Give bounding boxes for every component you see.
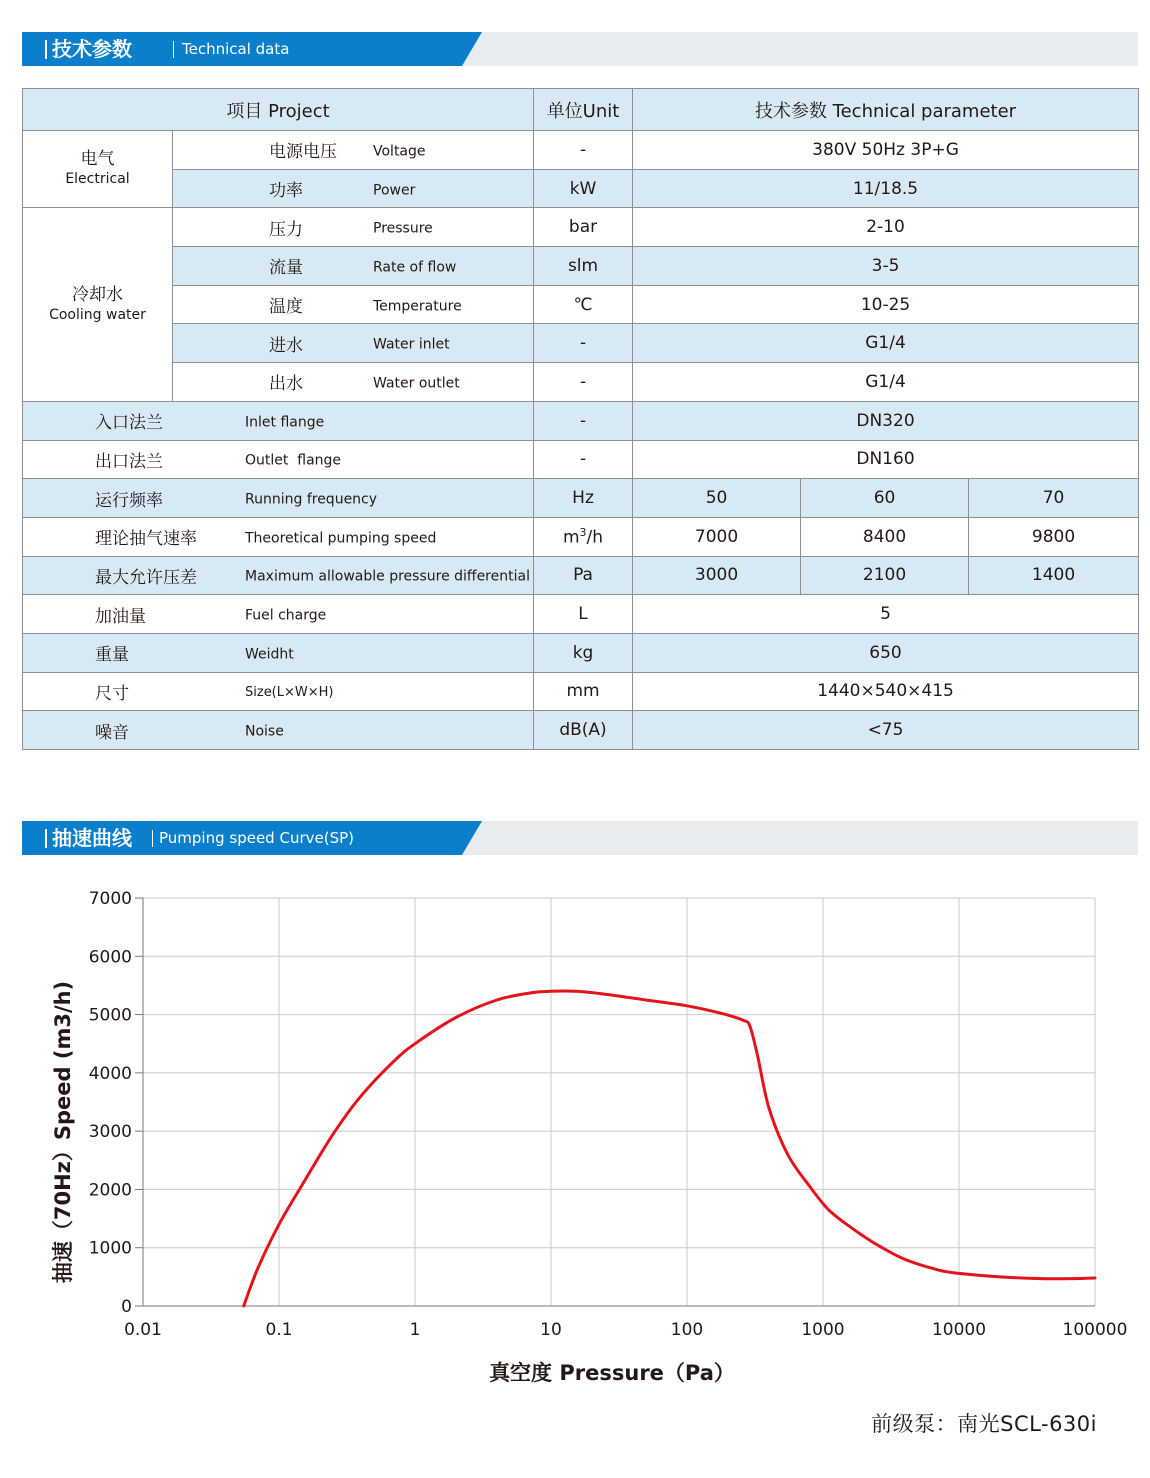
y-tick-labels [89,889,132,1317]
group-en: Electrical [65,171,130,188]
label-cn: 进水 [269,335,303,356]
x-tick-label: 10000 [931,1320,987,1340]
header-project: 项目 Project [23,89,534,131]
label-cn: 加油量 [95,606,146,627]
label-en: Fuel charge [245,607,327,624]
section-title-en: Pumping speed Curve(SP) [159,829,354,847]
y-tick-label: 0 [121,1297,132,1317]
label-cn: 出水 [269,374,303,395]
table-row [23,672,1139,711]
value-cell: 50 [633,479,801,518]
header-unit: 单位Unit [534,89,633,131]
section-header-marker [45,40,47,59]
group-en: Cooling water [49,306,146,323]
pumping-speed-chart [0,870,1150,1410]
table-row [23,363,1139,402]
unit-cell: - [534,401,633,440]
label-cn: 电源电压 [269,142,337,163]
value-cell: 60 [801,479,969,518]
row-label [173,247,534,286]
label-cn: 运行频率 [95,490,163,511]
label-en: Power [373,182,416,199]
label-cn: 流量 [269,258,303,279]
table-row [23,517,1139,556]
table-row [23,595,1139,634]
unit-sup: 3 [579,525,587,539]
y-tick-label: 4000 [88,1063,132,1084]
table-row [23,440,1139,479]
table-row [23,633,1139,672]
group-electrical [23,131,173,208]
value-cell: 2100 [801,556,969,595]
unit-cell: L [534,595,633,634]
unit-cell: - [534,131,633,170]
unit-cell: dB(A) [534,711,633,750]
table-row [23,711,1139,750]
x-axis-label: 真空度 Pressure（Pa） [489,1361,735,1385]
value-cell: 1440×540×415 [633,672,1139,711]
row-label [23,401,534,440]
table-row [23,556,1139,595]
value-cell: 9800 [969,517,1139,556]
table-header-row [23,89,1139,131]
row-label [23,633,534,672]
value-cell: 10-25 [633,285,1139,324]
unit-base: m [562,527,580,548]
y-tick-label: 5000 [88,1005,132,1026]
row-label [23,479,534,518]
label-en: Weidht [245,646,294,663]
table-row [23,208,1139,247]
value-cell: 11/18.5 [633,169,1139,208]
label-cn: 入口法兰 [95,413,163,434]
label-en: Temperature [373,298,462,315]
label-en: Voltage [373,143,426,160]
label-cn: 功率 [269,181,303,202]
section-title-en: Technical data [182,40,290,58]
label-cn: 出口法兰 [95,451,163,472]
value-cell: G1/4 [633,363,1139,402]
label-cn: 重量 [95,645,129,666]
label-en: Theoretical pumping speed [245,530,437,547]
x-tick-label: 100 [670,1320,704,1340]
row-label [23,672,534,711]
label-cn: 噪音 [95,722,129,743]
section-header-marker [45,829,47,848]
unit-cell: ℃ [534,285,633,324]
group-cooling-water [23,208,173,401]
value-cell: 5 [633,595,1139,634]
table-row [23,131,1139,170]
table-row [23,169,1139,208]
unit-cell: kg [534,633,633,672]
y-tick-label: 2000 [88,1180,132,1201]
row-label [173,363,534,402]
value-cell: 8400 [801,517,969,556]
value-cell: 70 [969,479,1139,518]
row-label [23,440,534,479]
section-header-slant [462,821,482,855]
label-cn: 温度 [269,297,303,318]
group-cn: 冷却水 [72,284,123,305]
y-tick-label: 7000 [88,889,132,909]
table-row [23,247,1139,286]
unit-cell: - [534,440,633,479]
series-line-sp [244,991,1095,1306]
label-cn: 理论抽气速率 [95,529,197,550]
value-cell: 3000 [633,556,801,595]
footnote-fore-pump: 前级泵：南光SCL-630i [871,1412,1097,1436]
x-tick-label: 0.01 [124,1320,162,1340]
row-label [173,208,534,247]
header-param: 技术参数 Technical parameter [633,89,1139,131]
unit-cell: kW [534,169,633,208]
unit-cell: - [534,363,633,402]
x-tick-label: 0.1 [265,1320,293,1340]
label-en: Water outlet [373,375,460,392]
value-cell: 2-10 [633,208,1139,247]
row-label [23,517,534,556]
group-cn: 电气 [80,149,115,170]
unit-cell: slm [534,247,633,286]
unit-cell: Hz [534,479,633,518]
label-cn: 最大允许压差 [95,567,197,588]
table-row [23,285,1139,324]
table-row [23,479,1139,518]
technical-data-table [22,88,1139,750]
x-tick-label: 10 [540,1320,562,1340]
label-cn: 尺寸 [95,683,129,704]
row-label [23,595,534,634]
value-cell: 1400 [969,556,1139,595]
section-title-divider [152,830,153,847]
x-tick-labels [124,1320,1127,1340]
value-cell: 650 [633,633,1139,672]
section-title-divider [173,41,174,58]
unit-cell: mm [534,672,633,711]
unit-tail: /h [586,527,604,548]
label-en: Outlet flange [245,452,342,469]
value-cell: 7000 [633,517,801,556]
section-header-pumping-curve [22,821,1138,855]
x-tick-label: 1 [409,1320,421,1340]
y-tick-label: 3000 [88,1122,132,1143]
label-en: Size(L×W×H) [245,685,334,701]
y-tick-label: 6000 [88,947,132,968]
row-label [173,131,534,170]
unit-cell: Pa [534,556,633,595]
row-label [173,285,534,324]
label-en: Noise [245,723,284,740]
value-cell: DN320 [633,401,1139,440]
unit-cell: - [534,324,633,363]
value-cell: <75 [633,711,1139,750]
y-tick-label: 1000 [88,1238,132,1259]
value-cell: G1/4 [633,324,1139,363]
unit-cell: bar [534,208,633,247]
label-en: Pressure [373,220,433,237]
label-en: Maximum allowable pressure differential [245,569,530,586]
value-cell: 3-5 [633,247,1139,286]
label-en: Rate of flow [373,259,457,276]
row-label [173,324,534,363]
y-axis-label: 抽速（70Hz）Speed (m3/h) [51,980,75,1284]
section-title-cn: 抽速曲线 [52,826,132,850]
table-row [23,401,1139,440]
label-en: Running frequency [245,491,378,508]
row-label [23,711,534,750]
value-cell: DN160 [633,440,1139,479]
section-header-technical-data [22,32,1138,66]
chart-grid [135,898,1095,1306]
value-cell: 380V 50Hz 3P+G [633,131,1139,170]
section-header-slant [462,32,482,66]
row-label [23,556,534,595]
x-tick-label: 1000 [801,1320,845,1340]
table-row [23,324,1139,363]
x-tick-label: 100000 [1062,1320,1128,1340]
row-label [173,169,534,208]
label-cn: 压力 [269,219,303,240]
label-en: Inlet flange [245,414,325,431]
unit-cell [534,517,633,556]
section-title-cn: 技术参数 [52,37,132,61]
label-en: Water inlet [373,336,450,353]
